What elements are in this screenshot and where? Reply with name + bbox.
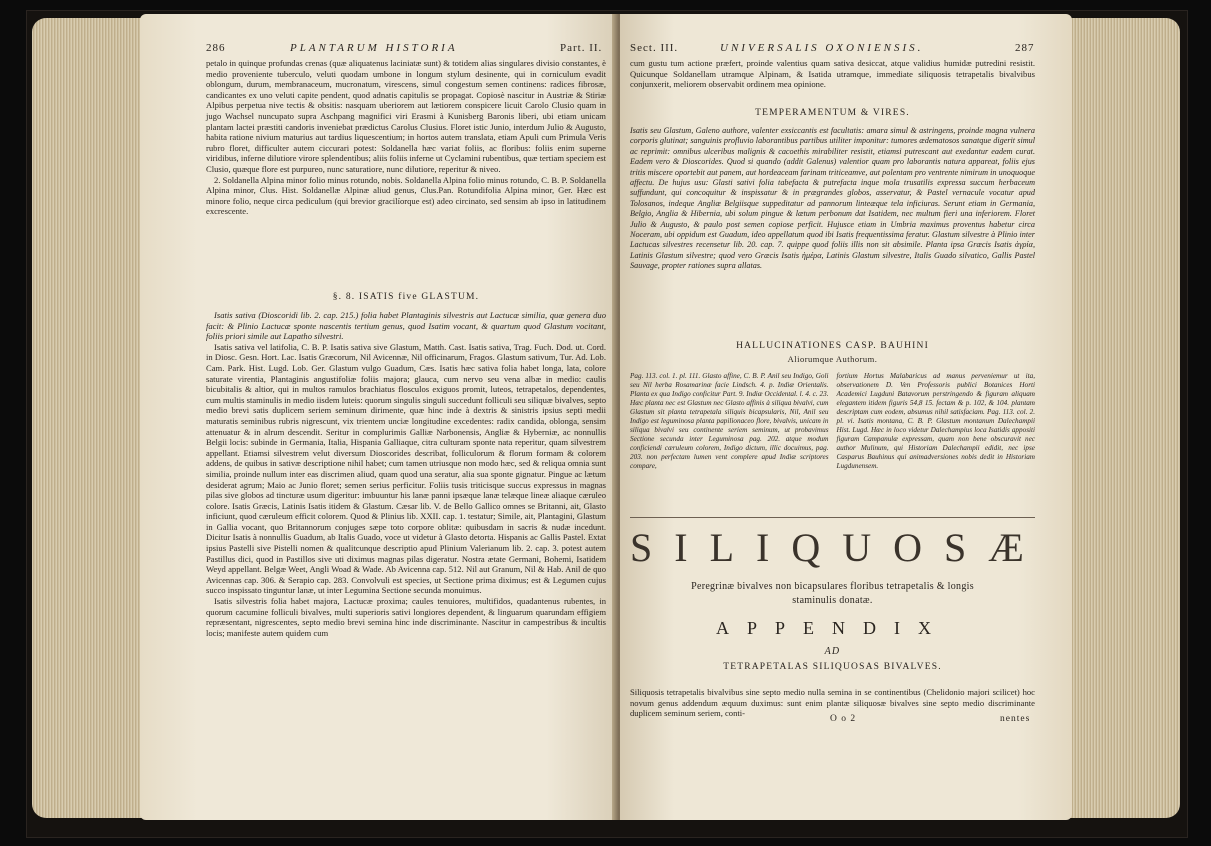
- left-running-head: PLANTARUM HISTORIA: [290, 42, 458, 54]
- appendix-ad: AD: [824, 646, 841, 657]
- subtitle-line-2: staminulis donatæ.: [792, 595, 873, 606]
- left-page-number: 286: [206, 42, 226, 54]
- paragraph: 2. Soldanella Alpina minor folio minus rotundo, nobis. Soldanella Alpina folio minus rotundo, C. B. P. Soldanella Alpina minor, Clus. Hist. Soldanellæ Alpinæ aliud genus, Clus.Pan. Rotundifolia Alpina minor, Ger. Hæc est minore folio, neque circa pediculum (qui brevior gracilíorque est) adeo circinato, sed sensim ab ipso in latitudinem excrescente.: [206, 174, 606, 217]
- appendix-subtitle: TETRAPETALAS SILIQUOSAS BIVALVES.: [723, 662, 942, 672]
- paragraph: Isatis silvestris folia habet majora, Lactucæ proxima; caules tenuiores, multifidos, quadantenus rubentes, in quorum cacumine folliculi bivalves, multi superioris sativi longiores dependent, & linguarum quarundam effigiem repræsentant, nigrescentes, septo medio brevi semina hinc inde discriminante. Nascitur in campestribus & incultis locis; manifeste autem quidem cum: [206, 596, 606, 638]
- left-text-upper: [206, 58, 606, 217]
- paragraph: Isatis sativa (Dioscoridi lib. 2. cap. 215.) folia habet Plantaginis silvestris aut Lactucæ similia, quæ genera duo facit: & Plinio Lactucæ sponte nascentis tertium genus, quod Isatim vocant, & quartum quod Glastum vocitant, foliis priori simile aut Lapatho silvestri.: [206, 310, 606, 342]
- heading-aliorumque: Aliorumque Authorum.: [787, 354, 878, 364]
- right-text-vires: [630, 126, 1035, 272]
- signature-mark: O o 2: [830, 714, 857, 724]
- left-page: [140, 14, 618, 820]
- section-heading-isatis: §. 8. ISATIS five GLASTUM.: [332, 292, 480, 302]
- divider-rule: [630, 517, 1035, 518]
- paragraph: Isatis sativa vel latifolia, C. B. P. Isatis sativa sive Glastum, Matth. Cast. Isatis sativa, Trag. Fuch. Dod. ut. Cord. in Diosc. Gesn. Hort. Lac. Isatis Græcorum, Nil Avicennæ, Nil officinarum, Fragos. Glastum sativum, Tur. Ad. Lob. Cam. Park. Hist. Lugd. Lob. Ger. Glastum vulgo Guadum, Cæs. Isatis hæc sativa folia habet longa, lata, colore saturate virentia, Plantaginis angustifoliæ foliis majora; glauca, cum nervo seu vena albæ in medio: caulis bicubitalis & altior, qui in multos ramulos brachiatus flosculos exiguos promit, luteos, tetrapetalos, dependentes, cum multis staminulis in medio iisdem luteis: quorum singulis singuli succedunt folliculi seu siliquæ bivalves, septo medio brevi satis duplicem seriem seminum dirimente, quæ hinc inde à dextris & sinistris ipsius septi medii maturatis seminibus rubris nigrescunt, vix trientem unciæ longitudine excedentes: radix candida, oblonga, sensim attenuatur & in alrum descendit. Seritur in complurimis Galliæ Narbonensis, Angliæ & Hyberniæ, ac nonnullis Belgii locis: subinde in Germania, Italia, Hispania Galliaque, citra culturam sponte nata reperitur, quam silvestrem appellant. Etiamsi silvestrem velut diversum Dioscorides describat, folliculorum & florum formam & colorem addens, de quibus in sativæ descriptione nihil habet; cum tamen utriusque non modo hæc, sed & reliqua omnia sunt similia, proinde nullum inter eas discrimen aliud, quam quod una seratur, alia sua sponte gignatur. Pingue ac lætum desiderat agrum; Maio ac Junio floret; semen serius perficitur. Foliis tusis triticisque succus expressus in magnas pilas sive globos ad tincturæ usum digeritur: imbuuntur his lanæ panni ipsæque lanæ telæque lineæ aliaque cæruleo colore. Isatis Græcis, Latinis Isatis itidem & Glastum. Cæsar lib. V. de Bello Gallico omnes se Britanni, ait, Glasto inficiunt, quod cæruleum efficit colorem. Quod & Plinius lib. XXII. cap. 1. testatur; Simile, ait, Plantagini, Glastum in Gallia vocant, quo Britannorum conjuges sæpe toto corpore oblitæ: quibusdam in sacris & nudæ incedunt. Dicitur Isatis à nonnullis Guadum, ab Italis Guado, voce ut videtur à Glasto detorta. Hispanis ac Gallis Pastel. Extat ipsius Pastelli sive Pistelli nomen & qualitcunque descriptio apud Plinium Valerianum lib. 2. cap. 3. potest autem Pastillus dici, quod in Pastillos sive uti diximus magnas pilas digeratur. Nostra ætate Germani, Bohemi, Isatidem Weyd appellant. Belgæ Weet, Angli Woad & Wade. Ab Avicenna cap. 512. Nil aut Granum, Nil & Hab. Anil de quo Avicennas cap. 306. & Serapio cap. 283. Convolvuli est species, ut Sectione prima diximus; est & Legumen cujus succo inspissato tinguntur lanæ, ut inter Legumina Sectione secunda monuimus.: [206, 341, 606, 596]
- hallucinationes-columns: [630, 372, 1035, 512]
- siliquosae-title: SILIQUOSÆ: [630, 525, 1046, 570]
- appendix-title: APPENDIX: [715, 618, 949, 638]
- left-text-lower: [206, 310, 606, 638]
- heading-temperamentum: TEMPERAMENTUM & VIRES.: [755, 108, 910, 118]
- column-right: fortium Hortus Malabaricus ad manus perveniemur ut ita, observationem D. Ven Professoris publici Botanices Horti Academici Lugduni Batavorum perstringendo & figuram aliquam elegantem itidem figuris 54,8 15. fectam & p. 102, & 104. plantam descriptam cum eodem, absumus nihil satisfaciam. Pag. 113. col. 2. pl. vi. Isatis montana, C. B. P. Glastum montanum Dalechampii Hist. Lugd. Hæc in loco videtur Dalechampius loca Isatidis appositi figuram Campanulæ expressam, quam non bene obscuravit nec author Mulinum, qui Historiam Dalechampii edidit, nec ipse Casparus Bauhinus qui animadversiones nobis dedit in Historiam Lugdunensem.: [836, 372, 1035, 470]
- right-page-number: 287: [1015, 42, 1035, 54]
- right-section-label: Sect. III.: [630, 42, 679, 54]
- heading-hallucinationes: HALLUCINATIONES CASP. BAUHINI: [736, 341, 929, 351]
- right-running-head: UNIVERSALIS OXONIENSIS.: [720, 42, 924, 54]
- paragraph: Isatis seu Glastum, Galeno authore, valenter exsiccantis est facultatis: amara simul & astringens, proinde magna vulnera corporis glutinat; sanguinis profluvio laborantibus partibus utiliter imponitur: tumores ædematosos sanatque digerit simul ac reprimit: omnibus ulceribus malignis & cacoethis mirabiliter resistit, etiamsi putrescant aut exedantur eadem curat. Eadem vero & Dioscorides. Quod si quando (addit Galenus) valentior quam pro laborantis natura appareat, foliis ejus tritis miscere oportebit aut panem, aut hordeaceam farinam triticeamve, aut polentam pro ventrente nimirum in unoquoque affectu. De hujus usu: Glasti sativi folia tabefacta & putrefacta inque mola trusatilis expressa succum herbaceum suffundunt, qui concoquitur & inspissatur & in prægrandes globos, asservatur, & Pastel vernacule vocatur apud Tolosanos, indeque Angliæ Belgiisque suppeditatur ad pannorum linteæque tela inficiuras. Serunt etiam in Germania, Belgio, Anglia & Hibernia, ubi solum pingue & lætum perbonum dat Isatidem, nec multum fieri una inferiorem. Floret Julio & Augusto, & paulo post semen copiose perficit. Hujusce etiam in Umbria maximus proventus habetur circa Noceram, ubi oppidum est Guadum, ideo appellatum quod ibi Isatis frequentissima feratur. Glastum silvestre à Plinio inter Lactucas silvestres recensetur lib. 20. cap. 7. quippe quod foliis illis non sit absimile. Planta ipsa Græcis Isatis ἀγρία, Latinis Glastum silvestre; quod vero Græcis Isatis ἡμέρα, Latinis Glastum silvestre, Italis Guado silvatico, Gallis Pastel Sauvage, propter rationes supra allatas.: [630, 126, 1035, 271]
- right-page: [620, 14, 1072, 820]
- left-part-label: Part. II.: [560, 42, 603, 54]
- paragraph: petalo in quinque profundas crenas (quæ aliquatenus laciniatæ sunt) & totidem alias singulares divisio constantes, è medio proveniente tuberculo, veluti quodam umbone in longum stylum desinente, qui in corniculum evadit oblongum, durum, membranaceum, mucronatum, virescens, simul congestum semen continens: radices fibrosæ, candicantes ex uno veluti capite pendent, quod adnatis capitulis se propagat. Copiosè nascitur in Austriæ & Stiriæ Alpibus perpetua nive tectis & obsitis: nasquam uberiorem aut lætiorem conspicere licuit Carolo Clusio quam in jugo Wachsel nuncupato supra Aschpang magnifici viri Erasmi à Kunisberg Baronis liberi, ubi etiam unicam plantam lactei præstiti candoris inveniebat prædictus Carolus Clusius. Floret istic Junio, interdum Julio & Augusto, habita ratione nivium maturius aut tardius liquescentium; in hortos autem translata, etiam Apuli cum Primula Veris rubro floret, difficulter autem ciccurari potest: Soldanella hæc variat foliis, ac floribus: foliis enim superne viridibus, inferne dilutiore virore splendentibus; aliis foliis inferne ut Cyclamini rubentibus, quæ tertiam speciem est Clusio, quæque flore est purpureo, nunc saturatiore, nunc dilutiore, reperitur & niveo.: [206, 58, 607, 174]
- paragraph: Siliquosis tetrapetalis bivalvibus sine septo medio nulla semina in se continentibus (Chelidonio majori scilicet) hoc novum genus addendum æquum duximus: sunt enim plantæ siliquosæ bivalves sine septo medio discriminante duplicem seminum seriem, conti-: [630, 687, 1035, 719]
- right-page-block: [1068, 18, 1180, 818]
- catchword: nentes: [1000, 714, 1031, 724]
- column-left: Pag. 113. col. 1. pl. 111. Glasto affine, C. B. P. Anil seu Indigo, Goli seu Nil herba Rosamarinæ facie Lindsch. 4. p. Indiæ Orientalis. Planta ex qua Indigo conficitur Part. 9. Indiæ Occidental. l. 4. c. 23. Hæc planta nec est Glastum nec Glasto affinis à siliqua bivalvi, cum Glastum sit planta tetrapetala siliquis bicapsularis, Nil, Anil seu Indigo est leguminosa planta papilionaceo flore, bivalvis, unicam in siliqua bivalvi seu continente seriem seminum, ut probavimus Sectione secunda inter Leguminosa pag. 202. atque modum conficiendi cæruleum colorem, Indigo dictum, illic docuimus, pag. 203. non perfectam lumen vent complere apud Indiæ scriptores compare,: [630, 372, 829, 470]
- right-text-top: [630, 58, 1035, 90]
- paragraph: cum gustu tum actione præfert, proinde valentius quam sativa desiccat, atque validius humidæ putredini resistit. Quicunque Soldanellam utramque Alpinam, & Isatida utramque, immediate siliquosis tetrapetalis bivalvibus conjunxerit, meliorem observabit ordinem mea opinione.: [630, 58, 1035, 90]
- subtitle-line-1: Peregrinæ bivalves non bicapsulares floribus tetrapetalis & longis: [691, 581, 974, 592]
- left-page-block: [32, 18, 144, 818]
